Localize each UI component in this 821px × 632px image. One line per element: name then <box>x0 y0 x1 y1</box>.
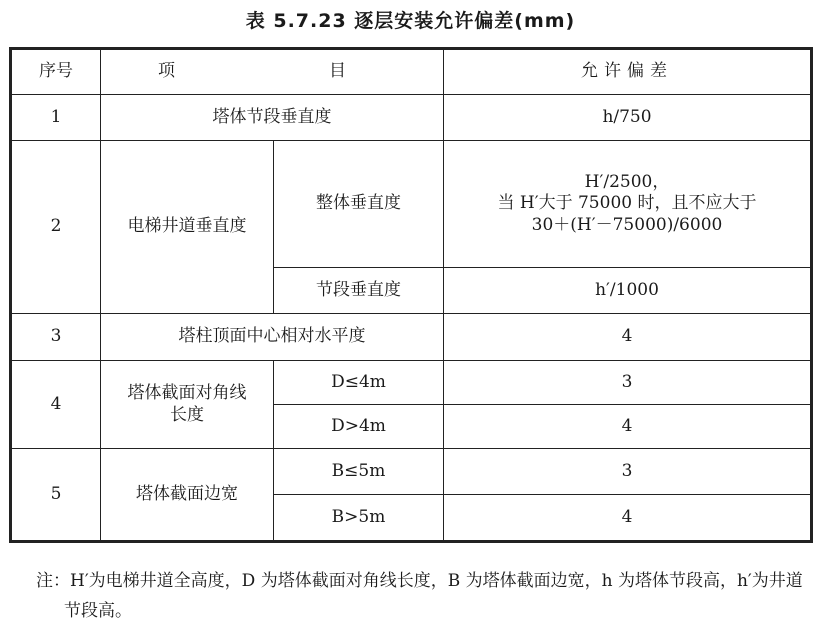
item-line: 塔体截面对角线 <box>127 383 247 404</box>
row-item <box>101 361 274 449</box>
tolerance-table <box>9 47 813 543</box>
header-index: 序号 <box>11 49 101 95</box>
row-tolerance: 3 <box>444 449 812 495</box>
row-item: 塔柱顶面中心相对水平度 <box>101 314 444 361</box>
row-tolerance: 4 <box>444 495 812 542</box>
tolerance-line: H′/2500， <box>584 172 670 193</box>
row-tolerance <box>444 141 812 268</box>
row-tolerance: h′/1000 <box>444 268 812 314</box>
row-tolerance: 4 <box>444 314 812 361</box>
row-subitem: D≤4m <box>274 361 444 405</box>
table-title: 表 5.7.23 逐层安装允许偏差(mm) <box>245 10 576 32</box>
row-subitem: 节段垂直度 <box>274 268 444 314</box>
table-row <box>11 449 812 495</box>
table-row <box>11 361 812 405</box>
row-tolerance: 4 <box>444 405 812 449</box>
header-tolerance: 允许偏差 <box>444 49 812 95</box>
row-item: 塔体节段垂直度 <box>101 95 444 141</box>
row-item: 电梯井道垂直度 <box>101 141 274 314</box>
row-index: 1 <box>11 95 101 141</box>
row-subitem: D>4m <box>274 405 444 449</box>
row-subitem: B>5m <box>274 495 444 542</box>
row-index: 2 <box>11 141 101 314</box>
row-index: 5 <box>11 449 101 542</box>
row-item: 塔体截面边宽 <box>101 449 274 542</box>
row-tolerance: 3 <box>444 361 812 405</box>
table-row <box>11 95 812 141</box>
row-index: 3 <box>11 314 101 361</box>
row-subitem: B≤5m <box>274 449 444 495</box>
header-item: 项 目 <box>101 49 444 95</box>
row-tolerance: h/750 <box>444 95 812 141</box>
item-line: 长度 <box>170 404 204 425</box>
row-subitem: 整体垂直度 <box>274 141 444 268</box>
table-header-row <box>11 49 812 95</box>
table-row <box>11 314 812 361</box>
tolerance-line: 当 H′大于 75000 时，且不应大于 <box>497 193 757 214</box>
table-row <box>11 141 812 268</box>
table-note: 注：H′为电梯井道全高度，D 为塔体截面对角线长度，B 为塔体截面边宽，h 为塔体节段高，h′为井道节段高。 <box>36 571 803 621</box>
row-index: 4 <box>11 361 101 449</box>
tolerance-line: 30＋(H′－75000)/6000 <box>531 214 723 235</box>
